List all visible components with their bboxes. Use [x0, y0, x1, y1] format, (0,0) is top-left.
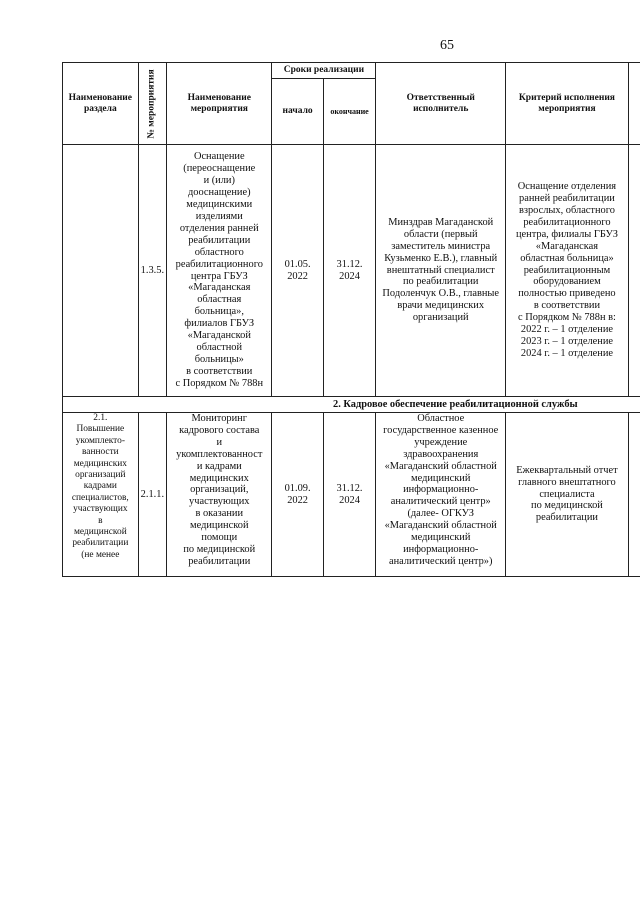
header-responsible: Ответственный исполнитель — [376, 63, 506, 145]
header-start: начало — [272, 79, 323, 145]
row-cut-cell — [628, 145, 640, 397]
header-activity-name: Наименование мероприятия — [167, 63, 272, 145]
row-end: 31.12. 2024 — [323, 413, 376, 577]
row-start: 01.05. 2022 — [272, 145, 323, 397]
row-cut-cell — [628, 413, 640, 577]
row-criterion: Оснащение отделения ранней реабилитации взрослых, областного реабилитационного центра, филиалы ГБУЗ «Магаданская областная больница» реабилитационным оборудованием полностью приведено в соответствии с Порядком № 788н в: 2022 г. – 1 отделение 2023 г. – 1 отделение 2024 г. – 1 отделение — [506, 145, 629, 397]
header-criterion: Критерий исполнения мероприятия — [506, 63, 629, 145]
page-number: 65 — [440, 38, 454, 53]
header-period: Сроки реализации — [272, 63, 376, 79]
row-number: 2.1.1. — [138, 413, 166, 577]
row-responsible: Минздрав Магаданской области (первый заместитель министра Кузьменко Е.В.), главный внештатный специалист по реабилитации Подоленчук О.В., главные врачи медицинских организаций — [376, 145, 506, 397]
activities-table — [62, 62, 640, 577]
row-responsible: Областное государственное казенное учреждение здравоохранения «Магаданский областной медицинский информационно- аналитический центр» (далее- ОГКУЗ «Магаданский областной медицинский информационно- аналитический центр») — [376, 413, 506, 577]
header-cut-column — [628, 63, 640, 145]
row-criterion: Ежеквартальный отчет главного внештатного специалиста по медицинской реабилитации — [506, 413, 629, 577]
row-end: 31.12. 2024 — [323, 145, 376, 397]
header-number-label: № мероприятия — [146, 68, 157, 139]
header-section-name: Наименование раздела — [63, 63, 139, 145]
table-row — [63, 145, 640, 397]
row-number: 1.3.5. — [138, 145, 166, 397]
header-end: окончание — [323, 79, 376, 145]
row-activity: Мониторинг кадрового состава и укомплектованност и кадрами медицинских организаций, участвующих в оказании медицинской помощи по медицинской реабилитации — [167, 413, 272, 577]
row-activity: Оснащение (переоснащение и (или) дооснащение) медицинскими изделиями отделения ранней реабилитации областного реабилитационного центра ГБУЗ «Магаданская областная больница», филиалов ГБУЗ «Магаданской областной больницы» в соответствии с Порядком № 788н — [167, 145, 272, 397]
table-row — [63, 413, 640, 577]
row-start: 01.09. 2022 — [272, 413, 323, 577]
section-heading: 2. Кадровое обеспечение реабилитационной службы — [63, 397, 640, 413]
header-number — [138, 63, 166, 145]
row-section — [63, 145, 139, 397]
row-section: 2.1. Повышение укомплекто- ванности медицинских организаций кадрами специалистов, участвующих в медицинской реабилитации (не менее — [63, 413, 139, 577]
